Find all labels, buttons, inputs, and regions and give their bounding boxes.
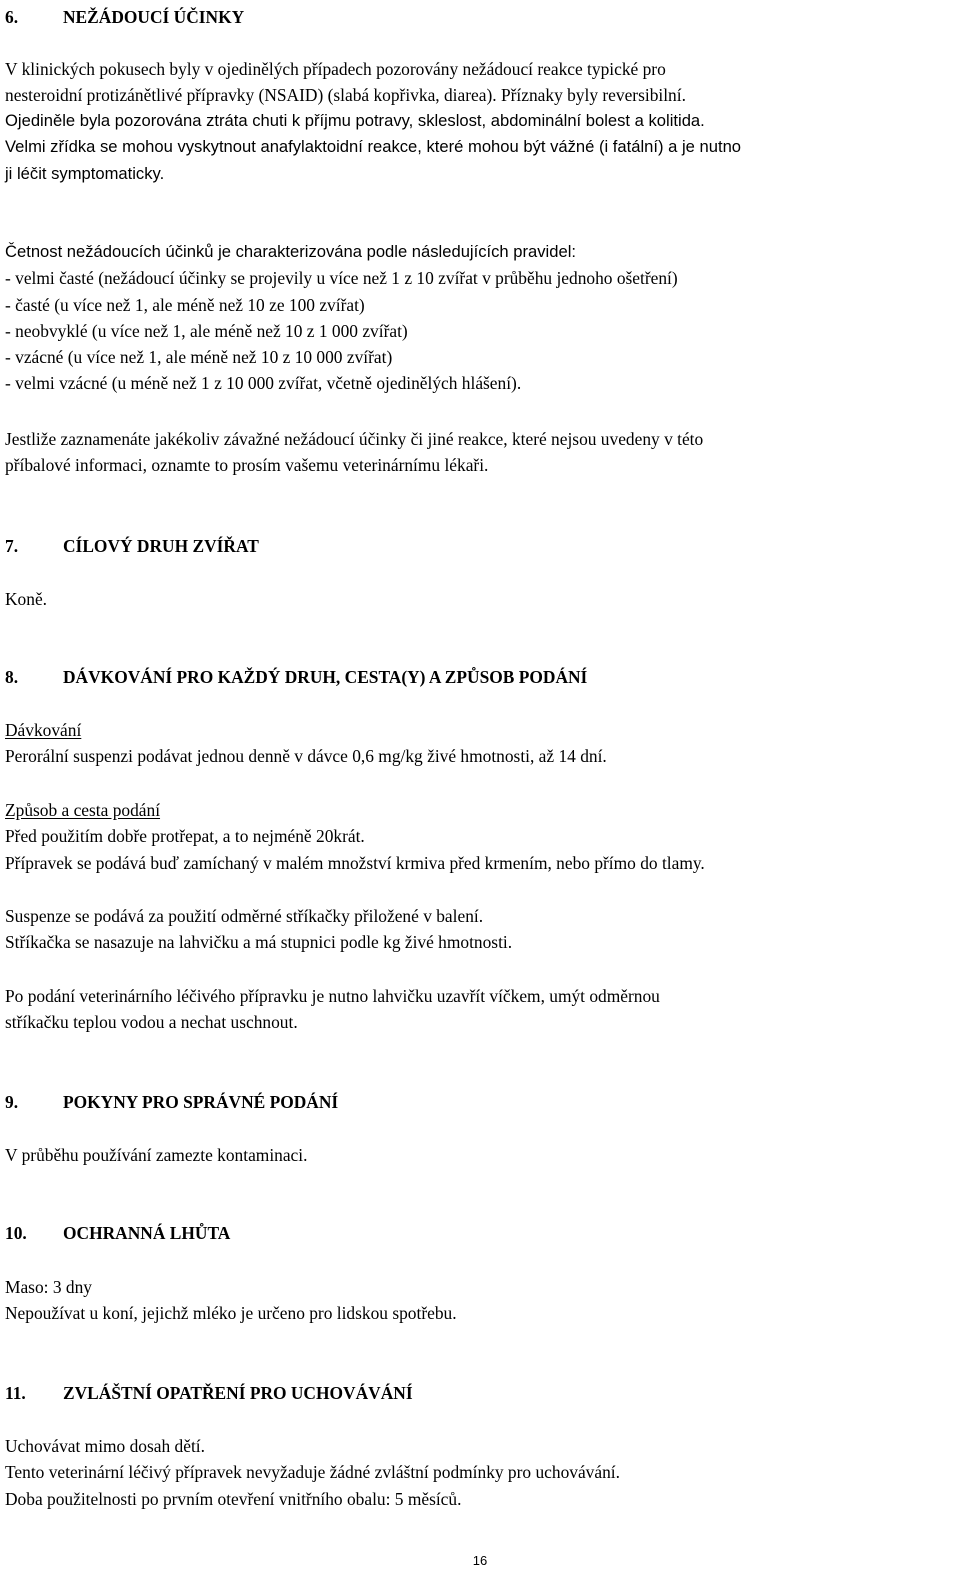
text-line: ji léčit symptomaticky. <box>5 163 165 183</box>
route-label: Způsob a cesta podání <box>5 800 161 820</box>
section-6-paragraph-1 <box>5 56 955 109</box>
frequency-item: - časté (u více než 1, ale méně než 10 ze 100 zvířat) <box>5 294 365 315</box>
route-block <box>5 797 955 876</box>
frequency-intro: Četnost nežádoucích účinků je charakterizována podle následujících pravidel: <box>5 242 576 261</box>
text-line: Uchovávat mimo dosah dětí. <box>5 1436 205 1456</box>
text-line: Velmi zřídka se mohou vyskytnout anafylaktoidní reakce, které mohou být vážné (i fatální) a je nutno <box>5 137 742 157</box>
section-9-heading <box>5 1089 955 1115</box>
text-line: Maso: 3 dny <box>5 1277 92 1297</box>
dosing-block <box>5 717 955 770</box>
text-line: Před použitím dobře protřepat, a to nejméně 20krát. <box>5 826 365 847</box>
text-line: stříkačku teplou vodou a nechat uschnout. <box>5 1012 298 1033</box>
section-9-number: 9. <box>5 1092 19 1112</box>
text-line: nesteroidní protizánětlivé přípravky (NSAID) (slabá kopřivka, diarea). Příznaky byly reversibilní. <box>5 85 686 106</box>
dosing-text: Perorální suspenzi podávat jednou denně v dávce 0,6 mg/kg živé hmotnosti, až 14 dní. <box>5 746 607 767</box>
text-line: Jestliže zaznamenáte jakékoliv závažné nežádoucí účinky či jiné reakce, které nejsou uvedeny v této <box>5 429 704 449</box>
section-11-number: 11. <box>5 1383 26 1403</box>
section-9-text: V průběhu používání zamezte kontaminaci. <box>5 1145 308 1165</box>
text-line: Nepoužívat u koní, jejichž mléko je určeno pro lidskou spotřebu. <box>5 1303 457 1324</box>
page-number: 16 <box>472 1553 488 1568</box>
section-6-heading <box>5 4 955 30</box>
syringe-block <box>5 903 955 956</box>
text-line: Po podání veterinárního léčivého přípravku je nutno lahvičku uzavřít víčkem, umýt odměrnou <box>5 986 660 1006</box>
text-line: Doba použitelnosti po prvním otevření vnitřního obalu: 5 měsíců. <box>5 1488 462 1509</box>
frequency-item: - velmi vzácné (u méně než 1 z 10 000 zvířat, včetně ojedinělých hlášení). <box>5 373 522 394</box>
storage-block <box>5 1433 955 1512</box>
section-10-number: 10. <box>5 1223 27 1243</box>
section-7-heading <box>5 533 955 559</box>
after-use-block <box>5 983 955 1036</box>
section-6-paragraph-1-sans <box>5 108 955 187</box>
text-line: Ojediněle byla pozorována ztráta chuti k příjmu potravy, skleslost, abdominální bolest a kolitida. <box>5 111 705 130</box>
withdrawal-block <box>5 1274 955 1327</box>
frequency-item: - neobvyklé (u více než 1, ale méně než 10 z 1 000 zvířat) <box>5 320 408 341</box>
section-11-heading <box>5 1380 955 1406</box>
dosing-label: Dávkování <box>5 720 82 740</box>
section-8-heading <box>5 664 955 690</box>
section-7-title: CÍLOVÝ DRUH ZVÍŘAT <box>63 536 259 556</box>
section-7-number: 7. <box>5 536 19 556</box>
text-line: příbalové informaci, oznamte to prosím vašemu veterinárnímu lékaři. <box>5 455 489 476</box>
text-line: Přípravek se podává buď zamíchaný v malém množství krmiva před krmením, nebo přímo do tlamy. <box>5 852 705 873</box>
section-7-text: Koně. <box>5 589 48 609</box>
section-11-title: ZVLÁŠTNÍ OPATŘENÍ PRO UCHOVÁVÁNÍ <box>63 1383 413 1403</box>
text-line: Stříkačka se nasazuje na lahvičku a má stupnici podle kg živé hmotnosti. <box>5 932 513 953</box>
frequency-item: - velmi časté (nežádoucí účinky se projevily u více než 1 z 10 zvířat v průběhu jednoho ošetření) <box>5 268 678 289</box>
section-8-number: 8. <box>5 667 19 687</box>
text-line: V klinických pokusech byly v ojedinělých případech pozorovány nežádoucí reakce typické pro <box>5 59 666 79</box>
section-6-number: 6. <box>5 7 19 27</box>
text-line: Suspenze se podává za použití odměrné stříkačky přiložené v balení. <box>5 906 484 926</box>
text-line: Tento veterinární léčivý přípravek nevyžaduje žádné zvláštní podmínky pro uchovávání. <box>5 1462 620 1483</box>
section-10-title: OCHRANNÁ LHŮTA <box>63 1223 231 1243</box>
frequency-block <box>5 239 955 397</box>
section-9-title: POKYNY PRO SPRÁVNÉ PODÁNÍ <box>63 1092 339 1112</box>
section-10-heading <box>5 1220 955 1246</box>
report-paragraph <box>5 426 955 479</box>
frequency-item: - vzácné (u více než 1, ale méně než 10 z 10 000 zvířat) <box>5 347 393 368</box>
section-8-title: DÁVKOVÁNÍ PRO KAŽDÝ DRUH, CESTA(Y) A ZPŮSOB PODÁNÍ <box>63 667 588 687</box>
section-6-title: NEŽÁDOUCÍ ÚČINKY <box>63 7 245 27</box>
